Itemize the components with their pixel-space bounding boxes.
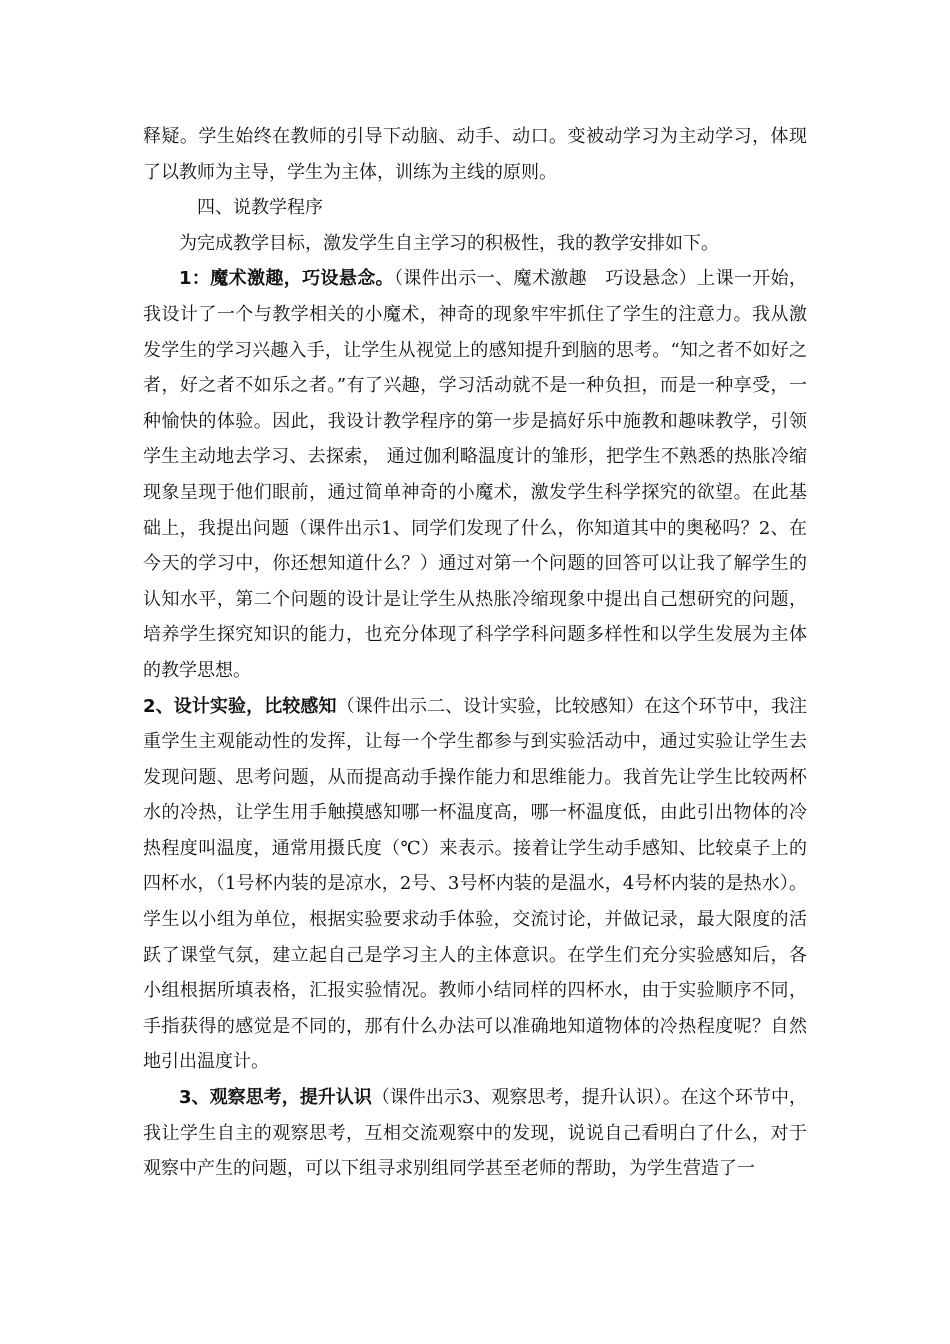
step-1-title: 1：魔术激趣，巧设悬念。 [179, 268, 394, 290]
document-body [143, 119, 807, 1187]
paragraph-text: （课件出示3、观察思考，提升认识）。在这个环节中，我让学生自主的观察思考，互相交流观察中的发现，说说自己看明白了什么，对于观察中产生的问题，可以下组寻求别组同学甚至老师的帮助，为学生营造了一 [143, 1087, 807, 1180]
paragraph-step-2 [143, 689, 807, 1081]
step-2-title: 2、设计实验，比较感知 [143, 695, 337, 717]
section-heading-text: 四、说教学程序 [197, 197, 323, 219]
step-3-title: 3、观察思考，提升认识 [179, 1087, 372, 1109]
paragraph-step-3 [143, 1080, 807, 1187]
paragraph-text: （课件出示二、设计实验，比较感知）在这个环节中，我注重学生主观能动性的发挥，让每一个学生都参与到实验活动中，通过实验让学生去发现问题、思考问题，从而提高动手操作能力和思维能力。我首先让学生比较两杯水的冷热，让学生用手触摸感知哪一杯温度高，哪一杯温度低，由此引出物体的冷热程度叫温度，通常用摄氏度（℃）来表示。接着让学生动手感知、比较桌子上的四杯水，（1号杯内装的是凉水，2号、3号杯内装的是温水，4号杯内装的是热水）。学生以小组为单位，根据实验要求动手体验，交流讨论，并做记录，最大限度的活跃了课堂气氛，建立起自己是学习主人的主体意识。在学生们充分实验感知后，各小组根据所填表格，汇报实验情况。教师小结同样的四杯水，由于实验顺序不同，手指获得的感觉是不同的，那有什么办法可以准确地知道物体的冷热程度呢？自然地引出温度计。 [143, 695, 807, 1073]
paragraph-text: （课件出示一、魔术激趣 巧设悬念）上课一开始，我设计了一个与教学相关的小魔术，神奇的现象牢牢抓住了学生的注意力。我从激发学生的学习兴趣入手，让学生从视觉上的感知提升到脑的思考。“知之者不如好之者，好之者不如乐之者。”有了兴趣，学习活动就不是一种负担，而是一种享受，一种愉快的体验。因此，我设计教学程序的第一步是搞好乐中施教和趣味教学，引领学生主动地去学习、去探索， 通过伽利略温度计的雏形，把学生不熟悉的热胀冷缩现象呈现于他们眼前，通过简单神奇的小魔术，激发学生科学探究的欲望。在此基础上，我提出问题（课件出示1、同学们发现了什么，你知道其中的奥秘吗？2、在今天的学习中，你还想知道什么？）通过对第一个问题的回答可以让我了解学生的认知水平，第二个问题的设计是让学生从热胀冷缩现象中提出自己想研究的问题，培养学生探究知识的能力，也充分体现了科学学科问题多样性和以学生发展为主体的教学思想。 [143, 268, 808, 681]
paragraph-continuation [143, 119, 807, 190]
paragraph-step-1 [143, 261, 807, 688]
paragraph-text: 释疑。学生始终在教师的引导下动脑、动手、动口。变被动学习为主动学习，体现了以教师为主导，学生为主体，训练为主线的原则。 [143, 126, 807, 183]
paragraph-text: 为完成教学目标，激发学生自主学习的积极性，我的教学安排如下。 [179, 232, 719, 254]
section-heading [143, 190, 807, 226]
paragraph-intro [143, 226, 807, 262]
